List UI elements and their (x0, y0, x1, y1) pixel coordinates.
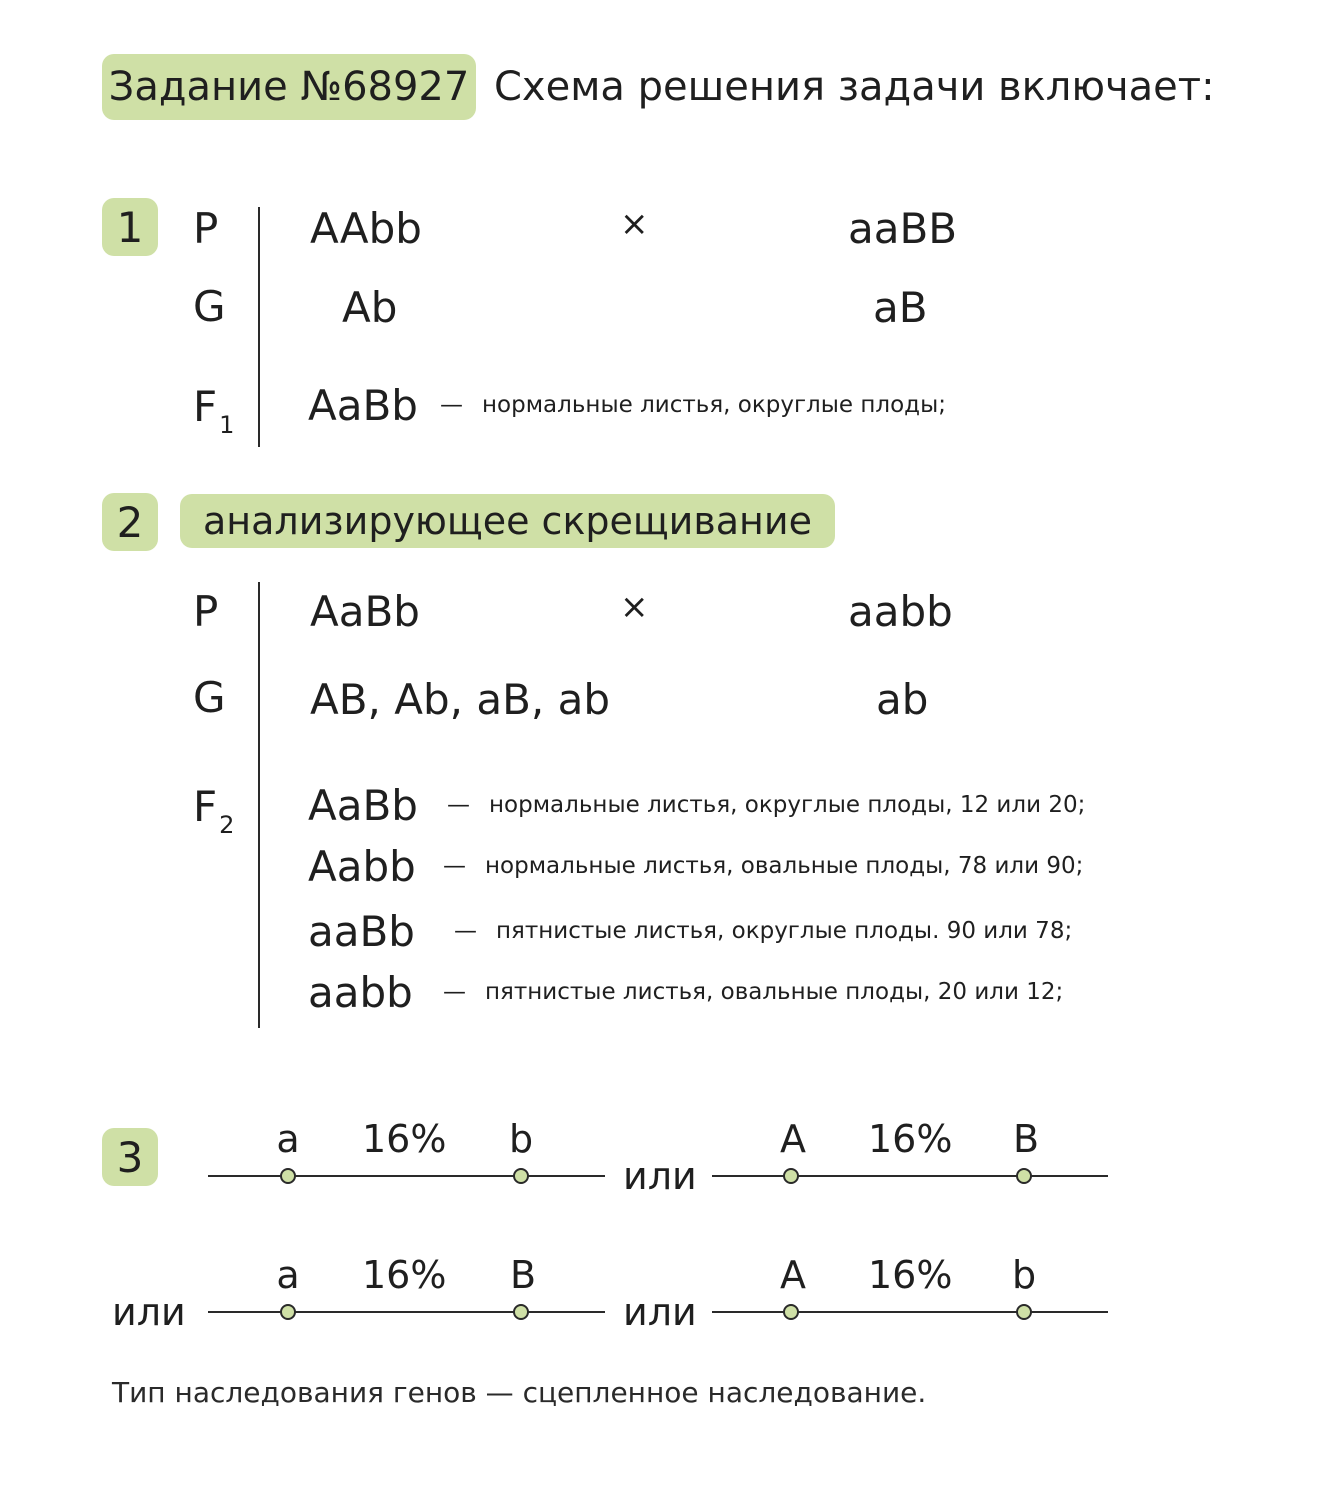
map-3-distance: 16% (362, 1253, 447, 1297)
s2-label-p: P (193, 587, 219, 636)
or-word-1: или (623, 1154, 697, 1198)
map-1-right-locus (513, 1168, 529, 1184)
map-1-right-allele: b (508, 1117, 534, 1161)
map-3-right-allele: B (509, 1253, 537, 1297)
s2-cross-sign: × (620, 587, 649, 627)
map-3-right-locus (513, 1304, 529, 1320)
s2-offspring-3-genotype: aaBb (308, 907, 415, 956)
map-4-chromosome-line (712, 1311, 1108, 1313)
page-heading: Схема решения задачи включает: (494, 64, 1215, 110)
s1-divider (258, 207, 260, 447)
s1-label-f-letter: F (193, 382, 218, 431)
section-2-title-badge (180, 494, 835, 548)
section-1-number-badge (102, 198, 158, 256)
s1-label-f-sub: 1 (219, 411, 235, 439)
map-1-left-locus (280, 1168, 296, 1184)
s2-offspring-1-dash: — (447, 792, 470, 818)
map-2-distance: 16% (868, 1117, 953, 1161)
map-3-left-allele: a (276, 1253, 300, 1297)
s1-label-f1 (193, 382, 234, 439)
s2-parent-left: AaBb (310, 587, 420, 636)
s1-dash: — (440, 392, 463, 418)
s2-label-f-letter: F (193, 782, 218, 831)
map-2-left-allele: A (780, 1117, 806, 1161)
map-2-right-allele: B (1012, 1117, 1040, 1161)
s2-offspring-1-genotype: AaBb (308, 781, 418, 830)
inheritance-type-text: Тип наследования генов — сцепленное наследование. (112, 1376, 927, 1409)
s1-gamete-right: aB (873, 283, 928, 332)
s2-label-f2 (193, 782, 234, 839)
or-word-3: или (623, 1290, 697, 1334)
section-3-number-badge (102, 1128, 158, 1186)
s2-gametes-left: AB, Ab, aB, ab (310, 675, 610, 724)
section-2-number: 2 (116, 497, 144, 547)
map-4-left-allele: A (780, 1253, 806, 1297)
s1-parent-left: AAbb (310, 204, 422, 253)
map-1-distance: 16% (362, 1117, 447, 1161)
s2-offspring-3-desc: пятнистые листья, округлые плоды. 90 или 78; (496, 918, 1073, 944)
map-2-right-locus (1016, 1168, 1032, 1184)
map-3-left-locus (280, 1304, 296, 1320)
s2-offspring-2-desc: нормальные листья, овальные плоды, 78 или 90; (485, 853, 1084, 879)
section-1-number: 1 (116, 202, 144, 252)
or-word-2: или (112, 1290, 186, 1334)
s1-offspring-desc: нормальные листья, округлые плоды; (482, 392, 946, 418)
map-2-left-locus (783, 1168, 799, 1184)
s1-label-p: P (193, 204, 219, 253)
s1-offspring-genotype: AaBb (308, 381, 418, 430)
map-3-chromosome-line (208, 1311, 605, 1313)
s2-offspring-1-desc: нормальные листья, округлые плоды, 12 или 20; (489, 792, 1086, 818)
map-4-left-locus (783, 1304, 799, 1320)
s1-parent-right: aaBB (848, 204, 958, 253)
s1-label-g: G (193, 282, 226, 331)
s2-parent-right: aabb (848, 587, 953, 636)
s1-gamete-left: Ab (342, 283, 398, 332)
map-4-right-locus (1016, 1304, 1032, 1320)
s2-offspring-3-dash: — (454, 918, 477, 944)
s2-label-f-sub: 2 (219, 811, 235, 839)
map-4-right-allele: b (1011, 1253, 1037, 1297)
s2-label-g: G (193, 673, 226, 722)
s2-divider (258, 582, 260, 1028)
s1-cross-sign: × (620, 204, 649, 244)
s2-offspring-4-desc: пятнистые листья, овальные плоды, 20 или 12; (485, 979, 1064, 1005)
s2-offspring-4-dash: — (443, 979, 466, 1005)
section-2-number-badge (102, 493, 158, 551)
s2-offspring-2-genotype: Aabb (308, 842, 416, 891)
s2-gamete-right: ab (876, 675, 929, 724)
section-3-number: 3 (116, 1132, 144, 1182)
map-4-distance: 16% (868, 1253, 953, 1297)
task-number-badge (102, 54, 476, 120)
map-2-chromosome-line (712, 1175, 1108, 1177)
section-2-title: анализирующее скрещивание (203, 499, 812, 543)
map-1-left-allele: a (276, 1117, 300, 1161)
map-1-chromosome-line (208, 1175, 605, 1177)
s2-offspring-2-dash: — (443, 853, 466, 879)
task-number: Задание №68927 (108, 64, 470, 110)
s2-offspring-4-genotype: aabb (308, 968, 413, 1017)
